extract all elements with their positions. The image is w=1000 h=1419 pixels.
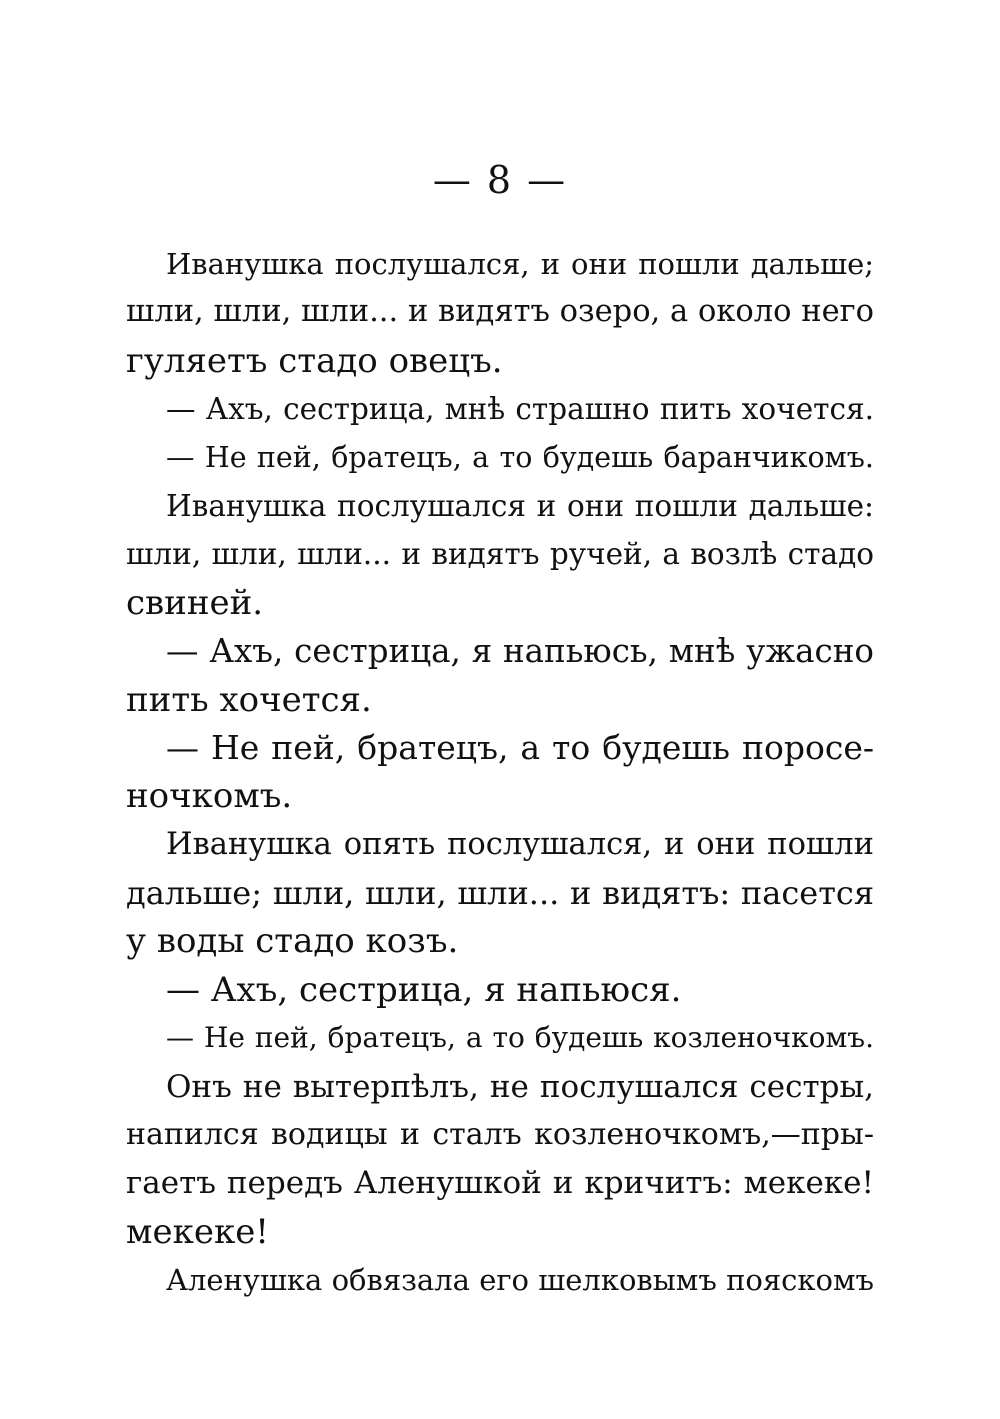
text-line: — Ахъ, сестрица, мнѣ страшно пить хочется. [166,392,874,427]
text-line: шли, шли, шли... и видятъ ручей, а возлѣ стадо [126,537,874,572]
text-line: Иванушка послушался и они пошли дальше: [166,488,874,523]
text-line: Онъ не вытерпѣлъ, не послушался сестры, [166,1068,874,1105]
page-number: — 8 — [432,158,568,202]
text-line: гаетъ передъ Аленушкой и кричитъ: мекеке! [126,1165,874,1202]
text-line: дальше; шли, шли, шли... и видятъ: пасется [126,874,874,913]
text-line: — Ахъ, сестрица, я напьюся. [166,969,682,1010]
text-line: ночкомъ. [126,776,293,817]
text-line: пить хочется. [126,679,372,720]
text-line: гуляетъ стадо овецъ. [126,340,503,381]
text-line: свиней. [126,582,264,623]
text-line: Аленушка обвязала его шелковымъ пояскомъ [166,1263,874,1298]
text-line: мекеке! [126,1211,269,1252]
text-line: — Не пей, братецъ, а то будешь баранчикомъ. [166,440,874,474]
text-line: — Ахъ, сестрица, я напьюсь, мнѣ ужасно [166,632,874,671]
text-line: Иванушка опять послушался, и они пошли [166,826,874,862]
text-line: шли, шли, шли... и видятъ озеро, а около него [126,294,874,330]
text-line: — Не пей, братецъ, а то будешь поросе- [166,727,874,767]
text-line: у воды стадо козъ. [126,921,459,962]
text-line: Иванушка послушался, и они пошли дальше; [166,247,874,281]
page-body-text [126,240,874,1305]
text-line: — Не пей, братецъ, а то будешь козленочкомъ. [166,1021,874,1055]
text-line: напился водицы и сталъ козленочкомъ,—пры- [126,1117,874,1153]
